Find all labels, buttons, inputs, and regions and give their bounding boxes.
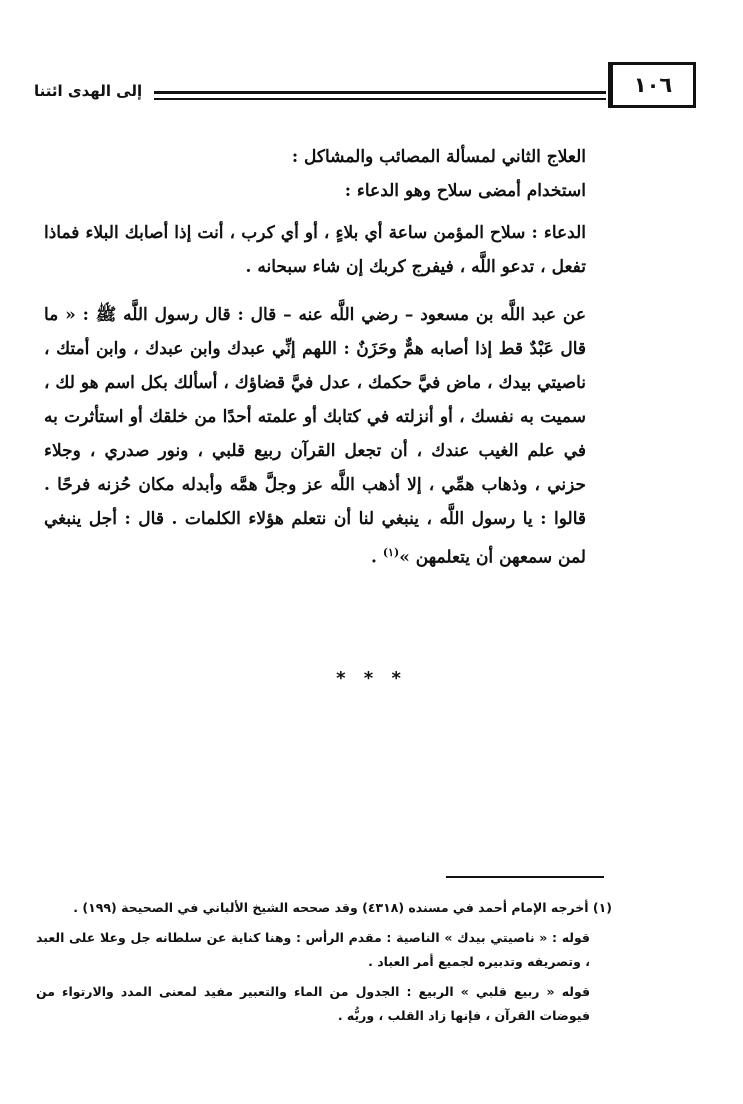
section-subheading: استخدام أمضى سلاح وهو الدعاء : <box>344 181 586 201</box>
section-separator: * * * <box>336 668 407 689</box>
header-rule <box>154 91 606 100</box>
running-title: إلى الهدى ائتنا <box>34 82 143 100</box>
footnote-note-1: قوله : « ناصيتي بيدك » الناصية : مقدم الرأس : وهنا كناية عن سلطانه جل وعلا على العبد ، وتصريفه وتدبيره لجميع أمر العباد . <box>36 930 590 969</box>
main-text <box>44 140 586 575</box>
footnotes <box>36 896 612 1034</box>
footnote-rule <box>446 876 604 878</box>
footnote-reference: (١) <box>382 546 400 559</box>
footnote-1: (١) أخرجه الإمام أحمد في مسنده (٤٣١٨) وقد صححه الشيخ الألباني في الصحيحة (١٩٩) . <box>73 900 612 915</box>
section-heading: العلاج الثاني لمسألة المصائب والمشاكل : <box>291 147 586 167</box>
paragraph-hadith <box>44 298 586 575</box>
hadith-text: عن عبد اللَّه بن مسعود – رضي اللَّه عنه – قال : قال رسول اللَّه ﷺ : « ما قال عَبْدٌ قط إذا أصابه همٌّ وحَزَنٌ : اللهم إنِّي عبدك وابن عبدك ، وابن أمتك ، ناصيتي بيدك ، ماض فيَّ حكمك ، عدل فيَّ قضاؤك ، أسألك بكل اسم هو لك ، سميت به نفسك ، أو أنزلته في كتابك أو علمته أحدًا من خلقك أو استأثرت به في علم الغيب عندك ، أن تجعل القرآن ربيع قلبي ، ونور صدري ، وجلاء حزني ، وذهاب همِّي ، إلا أذهب اللَّه عز وجلَّ همَّه وأبدله مكان حُزنه فرحًا . قالوا : يا رسول اللَّه ، ينبغي لنا أن نتعلم هؤلاء الكلمات . قال : أجل ينبغي لمن سمعهن أن يتعلمهن » <box>44 305 586 568</box>
paragraph-dua: الدعاء : سلاح المؤمن ساعة أي بلاءٍ ، أو أي كرب ، أنت إذا أصابك البلاء فماذا تفعل ، تدعو اللَّه ، فيفرج كربك إن شاء سبحانه . <box>44 223 586 277</box>
page-number: ١٠٦ <box>608 62 696 108</box>
page-header <box>30 62 704 108</box>
footnote-note-2: قوله « ربيع قلبي » الربيع : الجدول من الماء والتعبير مفيد لمعنى المدد والارتواء من فيوضات القرآن ، فإنها زاد القلب ، وريُّه . <box>36 984 590 1023</box>
hadith-end: . <box>370 547 383 568</box>
